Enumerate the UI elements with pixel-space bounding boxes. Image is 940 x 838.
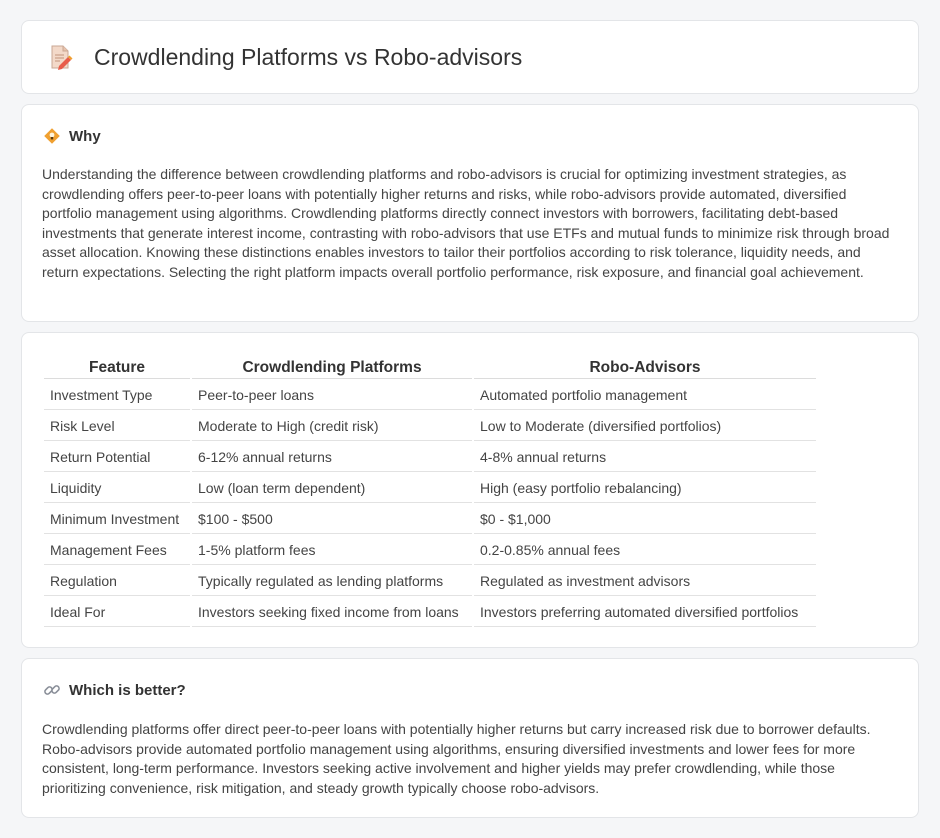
better-text: Crowdlending platforms offer direct peer-to-peer loans with potentially higher returns but carry increased risk due to borrower defaults. Robo-advisors provide automated portfolio management using algorithms, ensuring diversified investments and lower fees for more consistent, long-term performance. Investors seeking active involvement and higher yields may prefer crowdlending, while those prioritizing convenience, risk mitigation, and steady growth typically choose robo-advisors. <box>42 721 871 796</box>
feature-cell: Risk Level <box>44 412 190 441</box>
table-row <box>44 505 816 534</box>
crowdlending-cell: Low (loan term dependent) <box>192 474 472 503</box>
crowdlending-cell: $100 - $500 <box>192 505 472 534</box>
table-row <box>44 598 816 627</box>
feature-cell: Ideal For <box>44 598 190 627</box>
robo-advisors-cell: 0.2-0.85% annual fees <box>474 536 816 565</box>
crowdlending-cell: Investors seeking fixed income from loans <box>192 598 472 627</box>
lightbulb-diamond-icon <box>43 127 61 145</box>
feature-cell: Investment Type <box>44 381 190 410</box>
why-card <box>21 104 919 322</box>
table-row <box>44 536 816 565</box>
document-pencil-icon <box>46 43 74 71</box>
header-feature: Feature <box>44 357 190 379</box>
robo-advisors-cell: High (easy portfolio rebalancing) <box>474 474 816 503</box>
why-text: Understanding the difference between crowdlending platforms and robo-advisors is crucial for optimizing investment strategies, as crowdlending offers peer-to-peer loans with potentially higher returns and risks, while robo-advisors provide automated, diversified portfolio management using algorithms. Crowdlending platforms directly connect investors with borrowers, facilitating debt-based investments that generate interest income, contrasting with robo-advisors that use ETFs and mutual funds to minimize risk through broad asset allocation. Knowing these distinctions enables investors to tailor their portfolios according to risk tolerance, liquidity needs, and return expectations. Selecting the right platform impacts overall portfolio performance, risk exposure, and financial goal achievement. <box>42 166 890 280</box>
feature-cell: Regulation <box>44 567 190 596</box>
robo-advisors-cell: Automated portfolio management <box>474 381 816 410</box>
robo-advisors-cell: $0 - $1,000 <box>474 505 816 534</box>
robo-advisors-cell: Low to Moderate (diversified portfolios) <box>474 412 816 441</box>
why-heading <box>43 127 101 145</box>
robo-advisors-cell: Investors preferring automated diversified portfolios <box>474 598 816 627</box>
header-row <box>46 43 522 71</box>
crowdlending-cell: Typically regulated as lending platforms <box>192 567 472 596</box>
crowdlending-cell: 6-12% annual returns <box>192 443 472 472</box>
better-heading <box>43 681 186 699</box>
table-row <box>44 443 816 472</box>
crowdlending-cell: Peer-to-peer loans <box>192 381 472 410</box>
robo-advisors-cell: 4-8% annual returns <box>474 443 816 472</box>
header-crowdlending: Crowdlending Platforms <box>192 357 472 379</box>
feature-cell: Return Potential <box>44 443 190 472</box>
table-row <box>44 412 816 441</box>
header-card <box>21 20 919 94</box>
comparison-table <box>42 355 818 629</box>
comparison-table-card <box>21 332 919 648</box>
table-row <box>44 474 816 503</box>
link-icon <box>43 681 61 699</box>
table-header-row <box>44 357 816 379</box>
feature-cell: Management Fees <box>44 536 190 565</box>
page-title: Crowdlending Platforms vs Robo-advisors <box>94 43 523 70</box>
which-is-better-card <box>21 658 919 818</box>
header-robo-advisors: Robo-Advisors <box>474 357 816 379</box>
crowdlending-cell: Moderate to High (credit risk) <box>192 412 472 441</box>
robo-advisors-cell: Regulated as investment advisors <box>474 567 816 596</box>
feature-cell: Minimum Investment <box>44 505 190 534</box>
table-row <box>44 381 816 410</box>
why-title: Why <box>69 127 101 145</box>
feature-cell: Liquidity <box>44 474 190 503</box>
table-row <box>44 567 816 596</box>
crowdlending-cell: 1-5% platform fees <box>192 536 472 565</box>
better-title: Which is better? <box>69 681 186 699</box>
